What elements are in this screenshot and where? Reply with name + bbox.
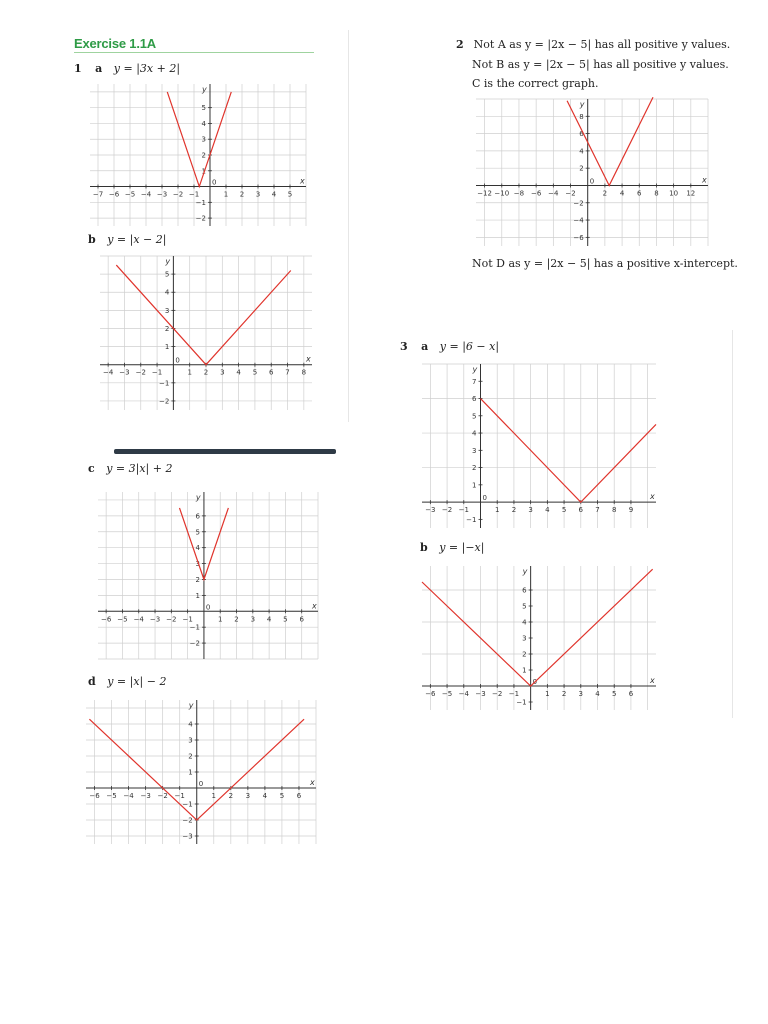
q3b-label [420, 541, 484, 554]
x-tick-label: −2 [135, 368, 146, 377]
x-tick-label: 3 [220, 368, 225, 377]
origin-label: 0 [532, 678, 538, 686]
x-tick-label: −4 [133, 615, 144, 624]
page-divider [114, 449, 336, 454]
x-axis-label: x [312, 601, 317, 611]
x-tick-label: 2 [203, 368, 209, 377]
grid [422, 364, 656, 528]
y-tick-label: 4 [201, 119, 206, 128]
x-tick-label: −6 [530, 189, 542, 198]
x-tick-label: −2 [565, 189, 576, 198]
x-tick-label: −1 [508, 690, 520, 698]
q1b-label [88, 233, 166, 246]
x-tick-label: −2 [492, 690, 503, 698]
origin-label: 0 [198, 780, 204, 788]
x-tick-label: −1 [151, 368, 163, 377]
part-letter: c [88, 462, 95, 475]
x-tick-label: 6 [296, 792, 302, 800]
origin-label: 0 [205, 603, 211, 612]
x-tick-label: 5 [283, 615, 288, 624]
x-tick-label: −6 [108, 190, 120, 199]
grid [98, 492, 318, 659]
x-tick-label: −6 [100, 615, 112, 624]
origin-label: 0 [589, 177, 595, 186]
x-tick-label: −6 [425, 690, 436, 698]
y-tick-label: 2 [522, 650, 527, 659]
y-tick-label: −6 [573, 233, 584, 242]
x-tick-label: −3 [140, 792, 151, 800]
x-tick-label: 5 [611, 690, 617, 698]
y-tick-label: 5 [164, 270, 170, 279]
part-letter: d [88, 675, 96, 688]
y-tick-label: −2 [195, 214, 206, 223]
y-tick-label: −1 [159, 379, 170, 388]
x-tick-label: −1 [182, 615, 193, 624]
x-tick-label: 4 [545, 506, 550, 515]
x-tick-label: 12 [686, 189, 696, 198]
graph-3a [418, 360, 660, 532]
x-tick-label: −5 [117, 615, 128, 624]
x-tick-label: 3 [528, 506, 533, 515]
x-tick-label: −1 [458, 506, 469, 515]
y-tick-label: 7 [472, 377, 477, 386]
y-tick-label: 5 [522, 602, 527, 611]
equation: y = |−x| [439, 541, 485, 554]
graph-1b [96, 252, 316, 414]
x-axis-label: x [300, 176, 305, 186]
y-tick-label: 1 [201, 167, 206, 176]
x-tick-label: 6 [628, 690, 634, 698]
part-letter: a [95, 62, 103, 75]
x-tick-label: −4 [140, 190, 152, 199]
q2-text1: Not A as y = |2x − 5| has all positive y values. [473, 38, 731, 51]
x-tick-label: 5 [279, 792, 285, 800]
graph-line [422, 569, 653, 686]
y-tick-label: 1 [164, 343, 170, 352]
y-tick-label: 1 [472, 481, 477, 490]
q2-line4: Not D as y = |2x − 5| has a positive x-intercept. [472, 257, 738, 270]
origin-label: 0 [482, 494, 487, 503]
y-tick-label: 3 [164, 306, 170, 315]
y-axis-label: y [165, 257, 171, 266]
page-edge [732, 330, 733, 718]
x-tick-label: 1 [494, 506, 500, 515]
x-axis-label: x [310, 778, 315, 787]
x-tick-label: 5 [252, 368, 258, 377]
y-tick-label: 2 [201, 151, 206, 160]
y-tick-label: 4 [188, 720, 193, 729]
y-axis-label: y [202, 85, 207, 94]
y-tick-label: −4 [573, 216, 584, 225]
x-tick-label: −3 [475, 690, 486, 698]
x-tick-label: 4 [262, 792, 268, 800]
y-tick-label: 5 [195, 528, 200, 537]
x-tick-label: 3 [255, 190, 261, 199]
y-tick-label: −1 [516, 698, 527, 707]
y-axis-label: y [472, 365, 478, 374]
x-tick-label: 4 [236, 368, 241, 377]
x-tick-label: −2 [441, 506, 453, 515]
x-tick-label: −2 [157, 792, 168, 800]
equation: y = |3x + 2| [113, 62, 181, 75]
x-tick-label: 3 [250, 615, 256, 624]
x-tick-label: 3 [245, 792, 251, 800]
x-tick-label: −7 [92, 190, 104, 199]
x-tick-label: −1 [188, 190, 200, 199]
x-tick-label: 4 [266, 615, 272, 624]
y-axis-label: y [188, 701, 194, 710]
x-tick-label: 2 [561, 690, 567, 698]
y-tick-label: 5 [472, 412, 477, 421]
q2-line2: Not B as y = |2x − 5| has all positive y values. [472, 58, 729, 71]
y-tick-label: 3 [472, 446, 477, 455]
y-tick-label: 4 [195, 544, 200, 553]
y-tick-label: 6 [522, 586, 527, 595]
part-letter: a [421, 340, 429, 353]
y-tick-label: 4 [164, 288, 170, 297]
x-tick-label: 7 [595, 506, 600, 515]
y-tick-label: 1 [188, 768, 193, 777]
x-tick-label: 6 [299, 615, 304, 624]
y-tick-label: 4 [579, 147, 584, 156]
y-tick-label: 3 [522, 634, 527, 643]
x-tick-label: −4 [102, 368, 114, 377]
y-tick-label: 6 [195, 512, 200, 521]
x-tick-label: −5 [441, 690, 453, 698]
x-tick-label: −3 [119, 368, 130, 377]
x-tick-label: −4 [458, 690, 469, 698]
x-tick-label: 4 [595, 690, 600, 698]
y-tick-label: −2 [182, 816, 193, 825]
x-tick-label: 4 [619, 189, 625, 198]
grid [100, 256, 312, 410]
y-tick-label: 6 [579, 130, 584, 139]
y-tick-label: 1 [522, 666, 527, 675]
grid [86, 700, 316, 844]
x-tick-label: 9 [628, 506, 634, 515]
page-edge [348, 30, 349, 422]
question-number: 2 [456, 38, 464, 51]
x-tick-label: 6 [578, 506, 584, 515]
x-tick-label: 1 [545, 690, 550, 698]
x-tick-label: −6 [89, 792, 100, 800]
y-tick-label: −2 [573, 199, 584, 208]
y-tick-label: 2 [164, 324, 170, 333]
x-tick-label: −5 [124, 190, 136, 199]
x-tick-label: −3 [156, 190, 168, 199]
y-tick-label: 1 [195, 591, 200, 600]
grid [422, 566, 656, 710]
x-tick-label: 2 [234, 615, 239, 624]
x-tick-label: 2 [602, 189, 608, 198]
q1d-label [88, 675, 166, 688]
graph-line [116, 265, 290, 365]
x-tick-label: 3 [578, 690, 584, 698]
x-axis-label: x [306, 354, 311, 364]
graph-1c [94, 488, 322, 663]
x-axis-label: x [650, 676, 655, 685]
x-tick-label: 7 [285, 368, 290, 377]
part-letter: b [88, 233, 96, 246]
origin-label: 0 [212, 178, 217, 187]
x-tick-label: 1 [217, 615, 223, 624]
y-tick-label: 6 [472, 395, 477, 404]
equation: y = 3|x| + 2 [106, 462, 173, 475]
x-tick-label: −4 [548, 189, 559, 198]
y-tick-label: 2 [472, 464, 477, 473]
x-tick-label: 2 [511, 506, 517, 515]
x-tick-label: −1 [174, 792, 185, 800]
y-axis-label: y [579, 100, 585, 109]
y-axis-label: y [195, 493, 201, 502]
grid [476, 99, 708, 246]
y-tick-label: −1 [466, 515, 477, 524]
q1c-label [88, 462, 172, 475]
y-tick-label: 2 [188, 752, 193, 761]
x-tick-label: 6 [268, 368, 274, 377]
y-tick-label: 3 [195, 560, 200, 569]
x-axis-label: x [650, 492, 655, 502]
x-tick-label: 5 [287, 190, 293, 199]
y-tick-label: −2 [189, 639, 200, 648]
x-tick-label: 2 [239, 190, 245, 199]
x-tick-label: 2 [228, 792, 234, 800]
y-tick-label: 3 [201, 135, 206, 144]
x-axis-label: x [702, 175, 707, 185]
equation: y = |x| − 2 [107, 675, 167, 688]
y-tick-label: 3 [188, 736, 193, 745]
x-tick-label: −5 [106, 792, 117, 800]
x-tick-label: 8 [611, 506, 617, 515]
q3a-label [400, 340, 499, 353]
y-tick-label: 2 [579, 164, 584, 173]
x-tick-label: −10 [494, 189, 510, 198]
q1a-label [74, 62, 180, 75]
y-tick-label: −2 [159, 397, 170, 406]
x-tick-label: 1 [187, 368, 192, 377]
part-letter: b [420, 541, 428, 554]
question-number: 3 [400, 340, 408, 353]
origin-label: 0 [175, 356, 180, 365]
x-tick-label: −4 [123, 792, 134, 800]
exercise-title: Exercise 1.1A [74, 36, 156, 51]
graph-line [481, 399, 657, 503]
x-tick-label: 8 [301, 368, 307, 377]
x-tick-label: −3 [425, 506, 436, 515]
q2-line3: C is the correct graph. [472, 77, 599, 90]
x-tick-label: −12 [477, 189, 492, 198]
x-tick-label: 6 [637, 189, 642, 198]
graph-1a [86, 80, 310, 230]
y-axis-label: y [522, 567, 528, 576]
graph-3b [418, 562, 660, 714]
q2-line1 [456, 38, 730, 51]
x-tick-label: −3 [149, 615, 161, 624]
y-tick-label: 2 [195, 575, 200, 584]
y-tick-label: −3 [182, 832, 193, 841]
y-tick-label: −1 [195, 198, 206, 207]
x-tick-label: 1 [211, 792, 217, 800]
x-tick-label: −8 [513, 189, 525, 198]
x-tick-label: 10 [669, 189, 679, 198]
equation: y = |6 − x| [439, 340, 500, 353]
y-tick-label: 4 [522, 618, 527, 627]
graph-1d [82, 696, 320, 848]
question-number: 1 [74, 62, 82, 75]
equation: y = |x − 2| [107, 233, 167, 246]
y-tick-label: −1 [182, 800, 193, 809]
x-tick-label: 4 [271, 190, 277, 199]
x-tick-label: −2 [166, 615, 177, 624]
y-tick-label: 5 [201, 104, 206, 113]
y-tick-label: 8 [579, 112, 584, 121]
title-rule [74, 52, 314, 53]
x-tick-label: 1 [223, 190, 229, 199]
y-tick-label: 4 [472, 429, 477, 438]
graph-2 [472, 95, 712, 250]
x-tick-label: −2 [172, 190, 184, 199]
x-tick-label: 5 [561, 506, 567, 515]
x-tick-label: 8 [654, 189, 659, 198]
y-tick-label: −1 [189, 623, 200, 632]
